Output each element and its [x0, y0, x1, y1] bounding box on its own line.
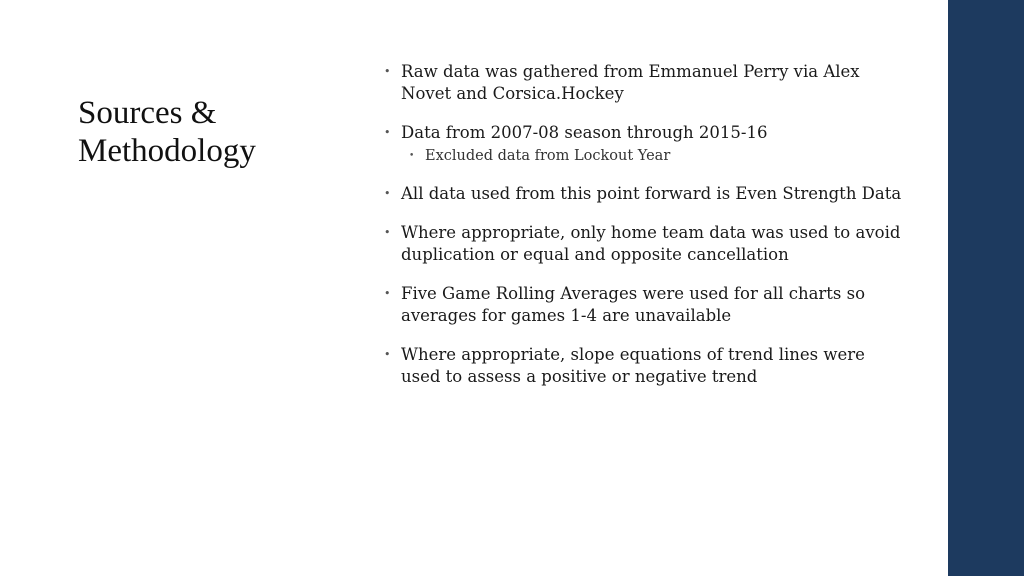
bullet-item	[384, 183, 909, 205]
bullet-marker-icon: •	[384, 348, 391, 361]
sub-bullet-marker-icon: •	[409, 151, 415, 161]
accent-sidebar-bar	[948, 0, 1024, 576]
bullet-marker-icon: •	[384, 65, 391, 78]
sub-bullet-list	[401, 146, 909, 166]
bullet-text: Where appropriate, only home team data was used to avoid duplication or equal and opposite cancellation	[401, 223, 901, 264]
content-area	[384, 61, 909, 405]
bullet-item	[384, 283, 909, 327]
bullet-text: All data used from this point forward is Even Strength Data	[401, 184, 902, 203]
bullet-marker-icon: •	[384, 187, 391, 200]
bullet-text: Where appropriate, slope equations of trend lines were used to assess a positive or negative trend	[401, 345, 865, 386]
bullet-text: Data from 2007-08 season through 2015-16	[401, 123, 768, 142]
bullet-marker-icon: •	[384, 226, 391, 239]
sub-bullet-text: Excluded data from Lockout Year	[425, 148, 671, 164]
bullet-list	[384, 61, 909, 388]
bullet-item	[384, 222, 909, 266]
bullet-item	[384, 61, 909, 105]
bullet-text: Five Game Rolling Averages were used for all charts so averages for games 1-4 are unavailable	[401, 284, 866, 325]
sub-bullet-item	[401, 146, 909, 166]
bullet-marker-icon: •	[384, 287, 391, 300]
bullet-item	[384, 344, 909, 388]
slide-title: Sources & Methodology	[78, 95, 256, 169]
bullet-item	[384, 122, 909, 166]
bullet-text: Raw data was gathered from Emmanuel Perry via Alex Novet and Corsica.Hockey	[401, 62, 860, 103]
bullet-marker-icon: •	[384, 126, 391, 139]
